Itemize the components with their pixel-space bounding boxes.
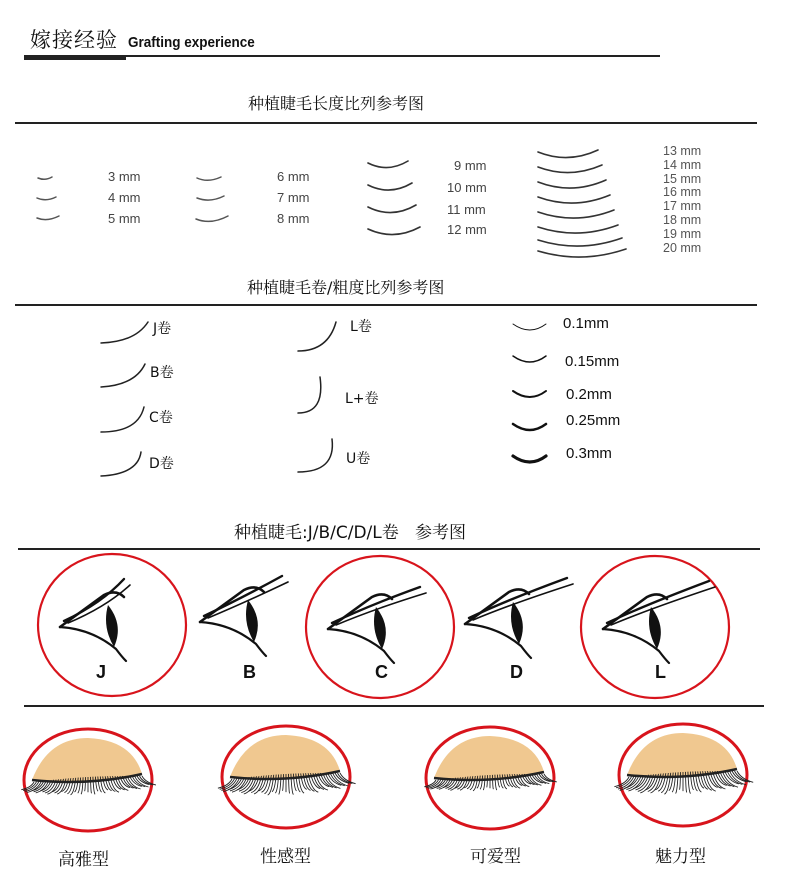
- eye-lash-curve-2: [68, 585, 130, 623]
- length-label-3mm: 3 mm: [108, 169, 141, 184]
- style-label-sexy: 性感型: [260, 847, 311, 867]
- length-lashes-13-20: [538, 150, 626, 257]
- eye-iris: [649, 607, 661, 649]
- length-label-4mm: 4 mm: [108, 190, 141, 205]
- eye-lash-curve: [64, 579, 124, 621]
- eye-style-illustration-2: [424, 727, 557, 829]
- length-label-17mm: 17 mm: [663, 199, 702, 214]
- eye-style-illustration-0: [21, 729, 156, 831]
- length-label-14mm: 14 mm: [663, 157, 702, 172]
- eye-section-title: 种植睫毛:J/B/C/D/L卷 参考图: [234, 523, 466, 543]
- eye-lash-curve-2: [611, 587, 715, 625]
- curl-label-l: L卷: [350, 319, 372, 335]
- eye-profile-d: [465, 578, 573, 658]
- length-label-19mm: 19 mm: [663, 226, 702, 241]
- eye-lash-curve: [607, 581, 709, 623]
- length-label-9mm: 9 mm: [454, 158, 487, 173]
- thickness-label-0-25: 0.25mm: [566, 412, 621, 429]
- length-section-title: 种植睫毛长度比列参考图: [248, 94, 425, 113]
- eye-iris: [106, 605, 118, 647]
- curl-label-u: U卷: [346, 451, 371, 467]
- eye-iris: [246, 600, 258, 642]
- eye-profile-b: [200, 576, 288, 656]
- thickness-lashes: [513, 324, 546, 462]
- curl-section-title: 种植睫毛卷/粗度比列参考图: [247, 278, 445, 297]
- length-label-13mm: 13 mm: [663, 144, 702, 158]
- eye-label-b: B: [243, 662, 256, 682]
- length-labels-13-20: [663, 145, 701, 255]
- length-lashes-3-5: [37, 177, 59, 220]
- style-label-cute: 可爱型: [470, 847, 521, 867]
- length-label-18mm: 18 mm: [663, 212, 702, 227]
- header-title-en: Grafting experience: [128, 34, 255, 51]
- header-title-cn: 嫁接经验: [30, 28, 118, 52]
- length-label-16mm: 16 mm: [663, 185, 702, 200]
- thickness-label-0-1: 0.1mm: [563, 315, 609, 332]
- eye-label-j: J: [96, 662, 107, 682]
- eye-profile-j: [38, 554, 186, 696]
- length-label-5mm: 5 mm: [108, 211, 141, 226]
- length-label-20mm: 20 mm: [663, 240, 702, 255]
- length-lashes-9-12: [368, 161, 420, 235]
- curl-label-b: B卷: [150, 365, 174, 381]
- eye-iris: [374, 607, 386, 649]
- curl-label-d: D卷: [149, 456, 174, 472]
- length-label-11mm: 11 mm: [447, 202, 486, 217]
- thickness-label-0-2: 0.2mm: [566, 386, 612, 403]
- eye-style-illustration-3: [614, 724, 753, 826]
- eye-style-illustration-1: [218, 726, 356, 828]
- curl-divider: [15, 304, 757, 306]
- eye-lash-curve: [204, 576, 282, 616]
- eye-iris: [511, 602, 523, 644]
- length-label-8mm: 8 mm: [277, 211, 310, 226]
- eye-label-c: C: [375, 662, 388, 682]
- eye-divider: [18, 548, 760, 550]
- curl-label-j: J卷: [153, 321, 172, 337]
- thickness-label-0-15: 0.15mm: [565, 353, 620, 370]
- eye-label-l: L: [655, 662, 666, 682]
- curl-label-c: C卷: [149, 410, 173, 426]
- length-label-6mm: 6 mm: [277, 169, 310, 184]
- style-divider: [24, 705, 764, 707]
- style-label-charm: 魅力型: [655, 847, 706, 867]
- length-lashes-6-8: [196, 177, 228, 221]
- curl-lashes-left: [101, 322, 148, 476]
- curl-lashes-mid: [298, 322, 336, 472]
- curl-label-lplus: L+卷: [345, 391, 379, 407]
- length-label-15mm: 15 mm: [663, 171, 702, 186]
- length-label-12mm: 12 mm: [447, 222, 487, 237]
- length-label-7mm: 7 mm: [277, 190, 310, 205]
- style-label-elegant: 高雅型: [58, 850, 109, 870]
- length-label-10mm: 10 mm: [447, 180, 487, 195]
- thickness-label-0-3: 0.3mm: [566, 445, 612, 462]
- eye-label-d: D: [510, 662, 523, 682]
